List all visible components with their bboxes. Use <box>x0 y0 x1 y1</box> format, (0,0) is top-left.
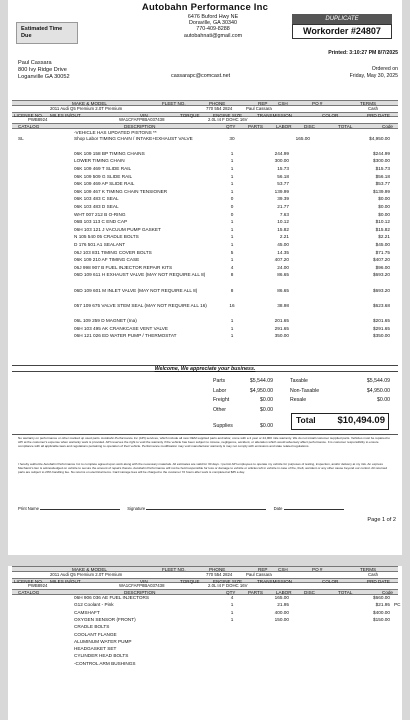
workorder-number: Workorder #24807 <box>292 24 392 39</box>
total-value: $10,494.09 <box>337 415 385 426</box>
total-cell: $400.00 <box>373 609 390 615</box>
total-cell: $4,950.00 <box>369 135 390 141</box>
header-fleet: FLEET NO. <box>162 101 186 106</box>
summary-taxable: Taxable $5,544.09 <box>290 378 390 384</box>
header-prd-date: PRD DATE <box>367 578 390 584</box>
description-cell: HEADGASKET SET <box>74 646 117 652</box>
summary-parts: Parts $5,544.09 <box>213 378 273 384</box>
parts-price-cell: 7.63 <box>279 211 289 217</box>
vehicle-rep: Paul Cassara <box>246 571 272 577</box>
header-catalog: CATALOG <box>18 590 40 595</box>
total-cell: $15.82 <box>375 226 390 232</box>
header-code: Code <box>382 590 393 595</box>
parts-price-cell: 38.98 <box>277 302 289 308</box>
header-engine: ENGINE SIZE <box>213 578 243 584</box>
qty-cell: 0 <box>230 211 234 217</box>
header-total: TOTAL <box>338 124 353 129</box>
header-rep: REP <box>258 567 268 572</box>
qty-cell: 1 <box>230 188 234 194</box>
qty-cell: 1 <box>230 226 234 232</box>
vehicle-vin: WA1CFAFP8BA037438 <box>119 117 165 122</box>
header-transmission: TRANSMISSION <box>257 578 292 584</box>
parts-price-cell: 86.65 <box>277 287 289 293</box>
description-cell: D 176 501 A1 SEALANT <box>74 241 126 247</box>
header-disc: DISC <box>304 590 315 595</box>
header-catalog: CATALOG <box>18 124 40 129</box>
header-color: COLOR <box>322 578 339 584</box>
qty-cell: 1 <box>230 173 234 179</box>
header-qty: QTY <box>226 124 236 129</box>
items-header-row <box>12 589 398 595</box>
header-prd-date: PRD DATE <box>367 112 390 118</box>
parts-price-cell: 291.65 <box>274 325 289 331</box>
address-line: 770-409-8288 <box>196 26 230 33</box>
description-cell: 06K 109 210 AF TIMING CASE <box>74 257 140 263</box>
vehicle-make-model: 2011 Audi Q5 Premium 2.0T Premium <box>50 571 123 577</box>
header-phone: PHONE <box>209 567 226 572</box>
header-labor: LABOR <box>276 590 292 595</box>
total-cell: $150.00 <box>373 616 390 622</box>
header-parts: PARTS <box>248 124 263 129</box>
header-torque: TORQUE <box>180 112 200 118</box>
vehicle-rep: Paul Cassara <box>246 105 272 111</box>
vehicle-vin: WA1CFAFP8BA037438 <box>119 583 165 588</box>
parts-price-cell: 14.35 <box>277 249 289 255</box>
header-description: DESCRIPTION <box>124 124 156 129</box>
parts-price-cell: 201.65 <box>274 317 289 323</box>
address-line: 6476 Buford Hwy NE <box>187 14 239 20</box>
total-cell: $0.00 <box>378 211 390 217</box>
header-fleet: FLEET NO. <box>162 567 186 572</box>
description-cell: CYLINDER HEAD BOLTS <box>74 653 129 659</box>
total-cell: $244.99 <box>373 150 390 156</box>
parts-price-cell: 53.77 <box>277 181 289 187</box>
description-cell: 06K 109 469 T SLIDE RAIL <box>74 165 132 171</box>
ordered-on <box>308 66 398 79</box>
header-terms: TERMS <box>360 567 377 572</box>
address-line: autobahnati@gmail.com <box>183 32 243 39</box>
header-transmission: TRANSMISSION <box>257 112 292 118</box>
company-address <box>158 14 268 39</box>
total-cell: $71.75 <box>375 249 390 255</box>
print-name-label: Print Name <box>18 506 39 511</box>
page-number: Page 1 of 2 <box>367 517 396 523</box>
total-cell: $660.00 <box>373 595 390 600</box>
total-cell: $693.20 <box>373 287 390 293</box>
parts-price-cell: 21.95 <box>277 602 289 608</box>
header-vin: VIN <box>140 112 148 118</box>
grand-total-box <box>291 413 389 430</box>
total-label: Total <box>296 415 316 425</box>
parts-price-cell: 86.65 <box>277 272 289 278</box>
summary-resale: Resale $0.00 <box>290 397 390 403</box>
vehicle-make-model: 2011 Audi Q5 Premium 2.0T Premium <box>50 105 123 111</box>
header-labor: LABOR <box>276 124 292 129</box>
customer-block <box>18 60 70 81</box>
vehicle-engine: 2.0L I4 F DOHC 16V <box>208 583 248 588</box>
header-qty: QTY <box>226 590 236 595</box>
qty-cell: 1 <box>230 333 234 339</box>
description-cell: Shop Labor TIMING CHAIN / INTAKE+EXHAUST VALVE <box>74 135 193 141</box>
parts-price-cell: 2.21 <box>279 234 289 240</box>
description-cell: CAMSHAFT <box>74 609 100 615</box>
description-cell: 057 109 675 VALVE STEM SEAL (MAY NOT REQUIRE ALL 16) <box>74 302 207 308</box>
summary-left <box>213 376 273 414</box>
description-cell: 06H 103 495 AK CRANKCASE VENT VALVE <box>74 325 169 331</box>
description-cell: 06D 109 611 H EXHAUST VALVE (MAY NOT REQUIRE ALL 8) <box>74 272 206 278</box>
description-cell: 06K 109 467 K TIMING CHAIN TENSIONER <box>74 188 168 194</box>
qty-cell: 0 <box>230 196 234 202</box>
ordered-date: Friday, May 30, 2025 <box>349 72 398 79</box>
vehicle-terms: Cash <box>368 105 379 111</box>
qty-cell: 30 <box>229 135 235 141</box>
divider <box>12 434 398 435</box>
vehicle-license: PWB8924 <box>28 117 48 122</box>
items-header-row <box>12 123 398 129</box>
summary-labor: Labor $4,950.00 <box>213 387 273 394</box>
parts-price-cell: 10.12 <box>277 219 289 225</box>
parts-price-cell: 24.00 <box>277 264 289 270</box>
summary-supplies: Supplies $0.00 <box>213 423 273 429</box>
header-vin: VIN <box>140 578 148 584</box>
total-cell: $15.73 <box>375 165 390 171</box>
qty-cell: 8 <box>230 287 234 293</box>
header-code: Code <box>382 124 393 129</box>
description-cell: 06J 998 907 B FUEL INJECTOR REPAIR KITS <box>74 264 173 270</box>
header-make-model: MAKE & MODEL <box>72 101 107 106</box>
parts-price-cell: 15.73 <box>277 165 289 171</box>
total-cell: $350.00 <box>373 333 390 339</box>
qty-cell: 16 <box>229 302 235 308</box>
total-cell: $45.00 <box>375 241 390 247</box>
parts-price-cell: 56.18 <box>277 173 289 179</box>
header-description: DESCRIPTION <box>124 590 156 595</box>
description-cell: G12 Coolant - Pink <box>74 602 114 608</box>
thank-you-banner: Welcome, We appreciate your business. <box>12 365 398 372</box>
total-cell: $56.18 <box>375 173 390 179</box>
description-cell: N 105 540 05 CRADLE BOLTS <box>74 234 139 240</box>
customer-street: 800 Ivy Ridge Drive <box>18 67 67 73</box>
description-cell: ALUMINUM WATER PUMP <box>74 638 132 644</box>
workorder-page-2 <box>8 566 402 720</box>
summary-other: Other $0.00 <box>213 406 273 413</box>
qty-cell: 5 <box>230 249 234 255</box>
header-miles: MILES IN/OUT <box>50 578 81 584</box>
total-cell: $53.77 <box>375 181 390 187</box>
warranty-fine-print: No warranty on performance or other marked up used parts. Autobahn Performance Inc (API) services, which include all new OEM supplied parts and labor, come with a 2 year or 24,000 mile warranty. We do not install customer supplied parts. Vehicles must be repaired to API at the customer's expense when warranty work is provided. API reserves the right to void the warranty if the vehicle has been subject to misuse, negligence, accident, or alteration which would adversely affect performance. It is customer responsibility to ensure compliance with all applicable laws and regulations pertaining to operation of their vehicle. Performance modification may void manufacturer warranty & may not comply with emissions and state related regulations. <box>18 436 391 448</box>
description-cell: 06K 109 469 AP SLIDE RAIL <box>74 181 135 187</box>
description-cell: 06H 906 036 AE FUEL INJECTORS <box>74 595 150 600</box>
code-cell: PC <box>394 602 401 608</box>
catalog-cell: SL <box>18 135 24 141</box>
qty-cell: 4 <box>230 264 234 270</box>
description-cell: WHT 007 212 B O-RING <box>74 211 126 217</box>
date-label: Date <box>273 506 283 511</box>
summary-freight: Freight $0.00 <box>213 397 273 403</box>
qty-cell: 1 <box>230 150 234 156</box>
parts-price-cell: 350.00 <box>274 333 289 339</box>
estimated-time-due-box: Estimated Time Due <box>16 22 78 44</box>
qty-cell: 1 <box>230 602 234 608</box>
description-cell: LOWER TIMING CHAIN <box>74 158 125 164</box>
parts-price-cell: 300.00 <box>274 158 289 164</box>
qty-cell: 1 <box>230 241 234 247</box>
vehicle-phone: 770 554 2824 <box>206 105 233 111</box>
description-cell: CRADLE BOLTS <box>74 624 110 630</box>
workorder-page-1: Autobahn Performance Inc Estimated Time Due 6476 Buford Hwy NE Doraville, GA 30340 770-409-8288 autobahnati@gmail.com DUPLICATE Workorder #24807 Printed: 3:10:27 PM 8/7/2025 Paul Cassara 800 Ivy Ridge Drive Loganville GA 30052 cassarapc@comcast.net Ordered on Friday, May 30, 2025 MAKE & MODEL FLEET NO. PHONE REP CSH PO # TERMS 2011 Audi Q5 Premium 2.0T Premium 770 554 2824 Paul Cassara Cash LICENSE NO. MILES IN/OUT VIN TORQUE ENGINE SIZE TRANSMISSION COLOR PRD DATE PWB8924 WA1CFAFP8BA037438 2.0L I4 F DOHC 16V CATALOG DESCRIPTION QTY PARTS LABOR DISC TOTAL Code -VEHICLE HAS UPDATED PISTONS ** SL Shop Labor TIMING CHAIN / INTAKE+EXHAUST VALVE 30 165.00 $4,950.00 06K 109 158 BP TIMING CHAINS 1 244.99 $244.99 LOWER TIMING CHAIN 1 300.00 $300.00 06K 109 469 T SLIDE RAIL 1 15.73 $15.73 06K 109 509 G SLIDE RAIL 1 56.18 $56.18 06K 109 469 AP SLIDE RAIL 1 53.77 $53.77 06K 109 467 K TIMING CHAIN TENSIONER 1 139.99 $139.99 06K 103 483 C SEAL 0 39.39 $0.00 06K 103 483 D SEAL 0 21.77 $0.00 WHT 007 212 B O-RING 0 7.63 $0.00 06B 103 113 C END CAP 1 10.12 $10.12 06H 103 121 J VACUUM PUMP GASKET 1 15.82 $15.82 N 105 540 05 CRADLE BOLTS 1 2.21 $2.21 D 176 501 A1 SEALANT 1 45.00 $45.00 06J 103 831 TIMING COVER BOLTS 5 14.35 $71.75 06K 109 210 AF TIMING CASE 1 407.20 $407.20 06J 998 907 B FUEL INJECTOR REPAIR KITS 4 24.00 $96.00 06D 109 611 H EXHAUST VALVE (MAY NOT REQUIRE ALL 8) 8 86.65 $693.20 06D 109 601 M INLET VALVE (MAY NOT REQUIRE ALL 8) 8 86.65 $693.20 057 109 675 VALVE STEM SEAL (MAY NOT REQUIRE ALL 16) 16 38.98 $623.68 06L 109 259 D MAGNET (Ina) 1 201.65 $201.65 06H 103 495 AK CRANKCASE VENT VALVE 1 291.65 $291.65 06H 121 026 ED WATER PUMP / THERMOSTAT 1 350.00 $350.00 Welcome, We appreciate your business. Parts $5,544.09 Labor $4,950.00 Freight $0.00 Other $0.00 Taxable $5,544.09 Non-Taxable $4,950.00 Resale $0.00 Total $10,494.09 Supplies $0.00 No warranty on performance or other marked up used parts. Autobahn Performance Inc (API) services, which include all new OEM supplied parts and labor, come with a 2 year or 24,000 mile warranty. We do not install customer supplied parts. Vehicles must be repaired to API at the customer's expense when warranty work is provided. API reserves the right to void the warranty if the vehicle has been subject to misuse, negligence, accident, or alteration which would adversely affect performance. It is customer responsibility to ensure compliance with all applicable laws and regulations pertaining to operation of their vehicle. Performance modification may void manufacturer warranty & may not comply with emissions and state related regulations. I hereby authorize Autobahn Performance Inc to complete agreed upon work along with the necessary materials. All estimates are valid for 30 days. I permit API employees to operate my vehicle for purposes of testing, inspection, and/or delivery at my risk. An express Mechanic's lien is acknowledged on vehicle to secure the amount of repairs thereto. Autobahn Performance will not be held responsible for loss or damage to vehicle or articles left in vehicle in case of fire, theft, accident or any other cause beyond our control. All returned parts are subject to 20% handling fee. No returns on electrical items. Card storage fees will be charged to the customer 72 hours after work is completed at $35 a day. Print Name Signature Date Page 1 of 2 <box>8 0 402 555</box>
header-make-model: MAKE & MODEL <box>72 567 107 572</box>
header-engine: ENGINE SIZE <box>213 112 243 118</box>
vehicle-terms: Cash <box>368 571 379 577</box>
total-cell: $300.00 <box>373 158 390 164</box>
description-cell: -CONTROL ARM BUSHINGS <box>74 660 136 666</box>
qty-cell: 1 <box>230 219 234 225</box>
summary-nontaxable: Non-Taxable $4,950.00 <box>290 387 390 394</box>
qty-cell: 1 <box>230 616 234 622</box>
header-license: LICENSE NO. <box>14 112 44 118</box>
header-csh: CSH <box>278 567 288 572</box>
total-cell: $693.20 <box>373 272 390 278</box>
summary-right <box>290 376 390 405</box>
signature-line <box>18 506 392 511</box>
description-cell: 06J 103 831 TIMING COVER BOLTS <box>74 249 152 255</box>
total-cell: $407.20 <box>373 257 390 263</box>
parts-price-cell: 165.00 <box>274 595 289 600</box>
parts-price-cell: 407.20 <box>274 257 289 263</box>
qty-cell: 1 <box>230 325 234 331</box>
header-po: PO # <box>312 567 323 572</box>
vehicle-engine: 2.0L I4 F DOHC 16V <box>208 117 248 122</box>
qty-cell: 1 <box>230 181 234 187</box>
qty-cell: 4 <box>230 595 234 600</box>
printed-timestamp: Printed: 3:10:27 PM 8/7/2025 <box>328 50 398 56</box>
qty-cell: 8 <box>230 272 234 278</box>
signature-label: Signature <box>127 506 146 511</box>
description-cell: 06K 103 483 D SEAL <box>74 203 119 209</box>
parts-price-cell: 15.82 <box>277 226 289 232</box>
description-cell: 06K 109 509 G SLIDE RAIL <box>74 173 133 179</box>
customer-email: cassarapc@comcast.net <box>171 73 231 79</box>
qty-cell: 1 <box>230 257 234 263</box>
description-cell: 06H 121 026 ED WATER PUMP / THERMOSTAT <box>74 333 177 339</box>
qty-cell: 1 <box>230 234 234 240</box>
qty-cell: 1 <box>230 158 234 164</box>
header-disc: DISC <box>304 124 315 129</box>
header-terms: TERMS <box>360 101 377 106</box>
total-cell: $0.00 <box>378 196 390 202</box>
description-cell: 06H 103 121 J VACUUM PUMP GASKET <box>74 226 161 232</box>
vehicle-phone: 770 554 2824 <box>206 571 233 577</box>
description-cell: 06L 109 259 D MAGNET (Ina) <box>74 317 137 323</box>
total-cell: $139.99 <box>373 188 390 194</box>
header-license: LICENSE NO. <box>14 578 44 584</box>
parts-price-cell: 45.00 <box>277 241 289 247</box>
description-cell: 06B 103 113 C END CAP <box>74 219 128 225</box>
company-name: Autobahn Performance Inc <box>141 2 269 13</box>
total-cell: $21.95 <box>375 602 390 608</box>
total-cell: $2.21 <box>378 234 390 240</box>
authorization-fine-print: I hereby authorize Autobahn Performance Inc to complete agreed upon work along with the necessary materials. All estimates are valid for 30 days. I permit API employees to operate my vehicle for purposes of testing, inspection, and/or delivery at my risk. An express Mechanic's lien is acknowledged on vehicle to secure the amount of repairs thereto. Autobahn Performance will not be held responsible for loss or damage to vehicle or articles left in vehicle in case of fire, theft, accident or any other cause beyond our control. All returned parts are subject to 20% handling fee. No returns on electrical items. Card storage fees will be charged to the customer 72 hours after work is completed at $35 a day. <box>18 462 388 474</box>
total-cell: $10.12 <box>375 219 390 225</box>
header-total: TOTAL <box>338 590 353 595</box>
header-parts: PARTS <box>248 590 263 595</box>
qty-cell: 1 <box>230 317 234 323</box>
vehicle-license: PWB8924 <box>28 583 48 588</box>
parts-price-cell: 244.99 <box>274 150 289 156</box>
parts-price-cell: 21.77 <box>277 203 289 209</box>
description-cell: 06K 109 158 BP TIMING CHAINS <box>74 150 145 156</box>
parts-price-cell: 139.99 <box>274 188 289 194</box>
qty-cell: 1 <box>230 165 234 171</box>
header-miles: MILES IN/OUT <box>50 112 81 118</box>
description-cell: 06K 103 483 C SEAL <box>74 196 119 202</box>
header-color: COLOR <box>322 112 339 118</box>
labor-cell: 165.00 <box>295 135 310 141</box>
description-cell: OXYGEN SENSOR (FRONT) <box>74 616 136 622</box>
qty-cell: 0 <box>230 203 234 209</box>
ordered-label: Ordered on <box>371 66 398 72</box>
header-phone: PHONE <box>209 101 226 106</box>
address-line: Doraville, GA 30340 <box>189 20 237 27</box>
header-rep: REP <box>258 101 268 106</box>
total-cell: $291.65 <box>373 325 390 331</box>
total-cell: $623.68 <box>373 302 390 308</box>
total-cell: $201.65 <box>373 317 390 323</box>
description-cell: COOLANT FLANGE <box>74 631 117 637</box>
header-csh: CSH <box>278 101 288 106</box>
header-po: PO # <box>312 101 323 106</box>
total-cell: $96.00 <box>375 264 390 270</box>
duplicate-badge: DUPLICATE <box>292 14 392 24</box>
total-cell: $0.00 <box>378 203 390 209</box>
customer-name: Paul Cassara <box>18 60 52 66</box>
parts-price-cell: 400.00 <box>274 609 289 615</box>
header-torque: TORQUE <box>180 578 200 584</box>
description-cell: 06D 109 601 M INLET VALVE (MAY NOT REQUIRE ALL 8) <box>74 287 198 293</box>
qty-cell: 1 <box>230 609 234 615</box>
customer-city: Loganville GA 30052 <box>18 74 70 80</box>
parts-price-cell: 39.39 <box>277 196 289 202</box>
parts-price-cell: 150.00 <box>274 616 289 622</box>
